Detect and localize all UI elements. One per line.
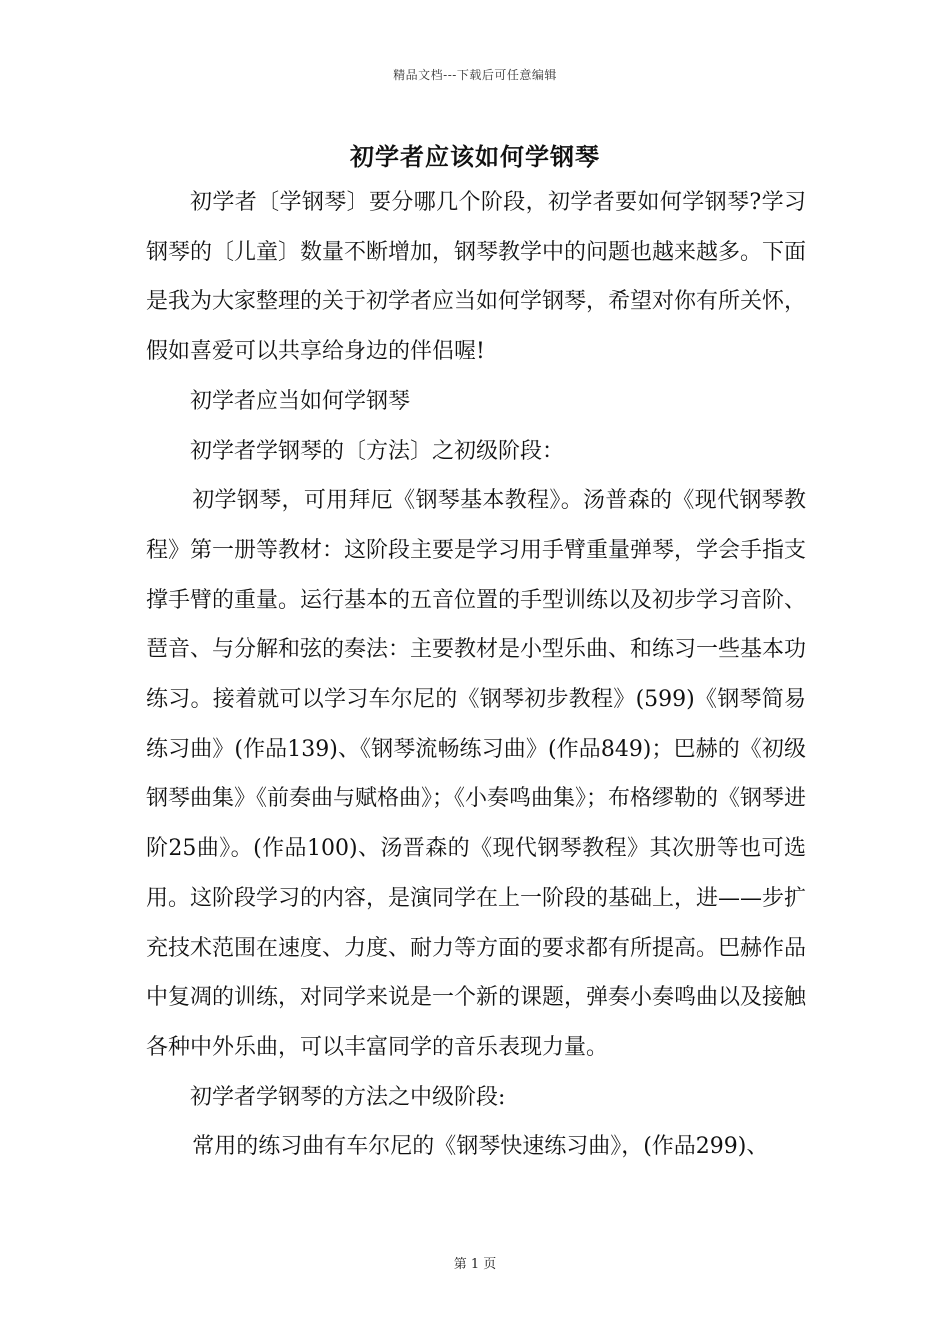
document-body <box>146 178 806 1172</box>
intermediate-stage-paragraph: 常用的练习曲有车尔尼的《钢琴快速练习曲》，(作品299)、 <box>192 1134 769 1160</box>
document-title: 初学者应该如何学钢琴 <box>350 142 600 171</box>
section-heading-intermediate-stage: 初学者学钢琴的方法之中级阶段: <box>190 1084 506 1110</box>
page-number: 第 1 页 <box>453 1257 497 1272</box>
intro-paragraph: 初学者〔学钢琴〕要分哪几个阶段，初学者要如何学钢琴?学习钢琴的〔儿童〕数量不断增加，钢琴教学中的问题也越来越多。下面是我为大家整理的关于初学者应当如何学钢琴，希望对你有所关怀，假如喜爱可以共享给身边的伴侣喔! <box>146 190 807 365</box>
page-header: 精品文档---下载后可任意编辑 <box>393 68 557 82</box>
beginner-stage-paragraph: 初学钢琴，可用拜厄《钢琴基本教程》。汤普森的《现代钢琴教程》第一册等教材：这阶段主要是学习用手臂重量弹琴，学会手指支撑手臂的重量。运行基本的五音位置的手型训练以及初步学习音阶、琶音、与分解和弦的奏法：主要教材是小型乐曲、和练习一些基本功练习。接着就可以学习车尔尼的《钢琴初步教程》(599)《钢琴简易练习曲》(作品139)、《钢琴流畅练习曲》(作品849)；巴赫的《初级钢琴曲集》《前奏曲与赋格曲》；《小奏鸣曲集》；布格缪勒的《钢琴进阶25曲》。(作品100)、汤晋森的《现代钢琴教程》其次册等也可选用。这阶段学习的内容，是演同学在上一阶段的基础上，进——步扩充技术范围在速度、力度、耐力等方面的要求都有所提高。巴赫作品中复凋的训练，对同学来说是一个新的课题，弹奏小奏鸣曲以及接触各种中外乐曲，可以丰富同学的音乐表现力量。 <box>146 488 807 1060</box>
section-heading-how-to-learn: 初学者应当如何学钢琴 <box>190 388 411 414</box>
section-heading-beginner-stage: 初学者学钢琴的〔方法〕之初级阶段： <box>190 438 565 464</box>
